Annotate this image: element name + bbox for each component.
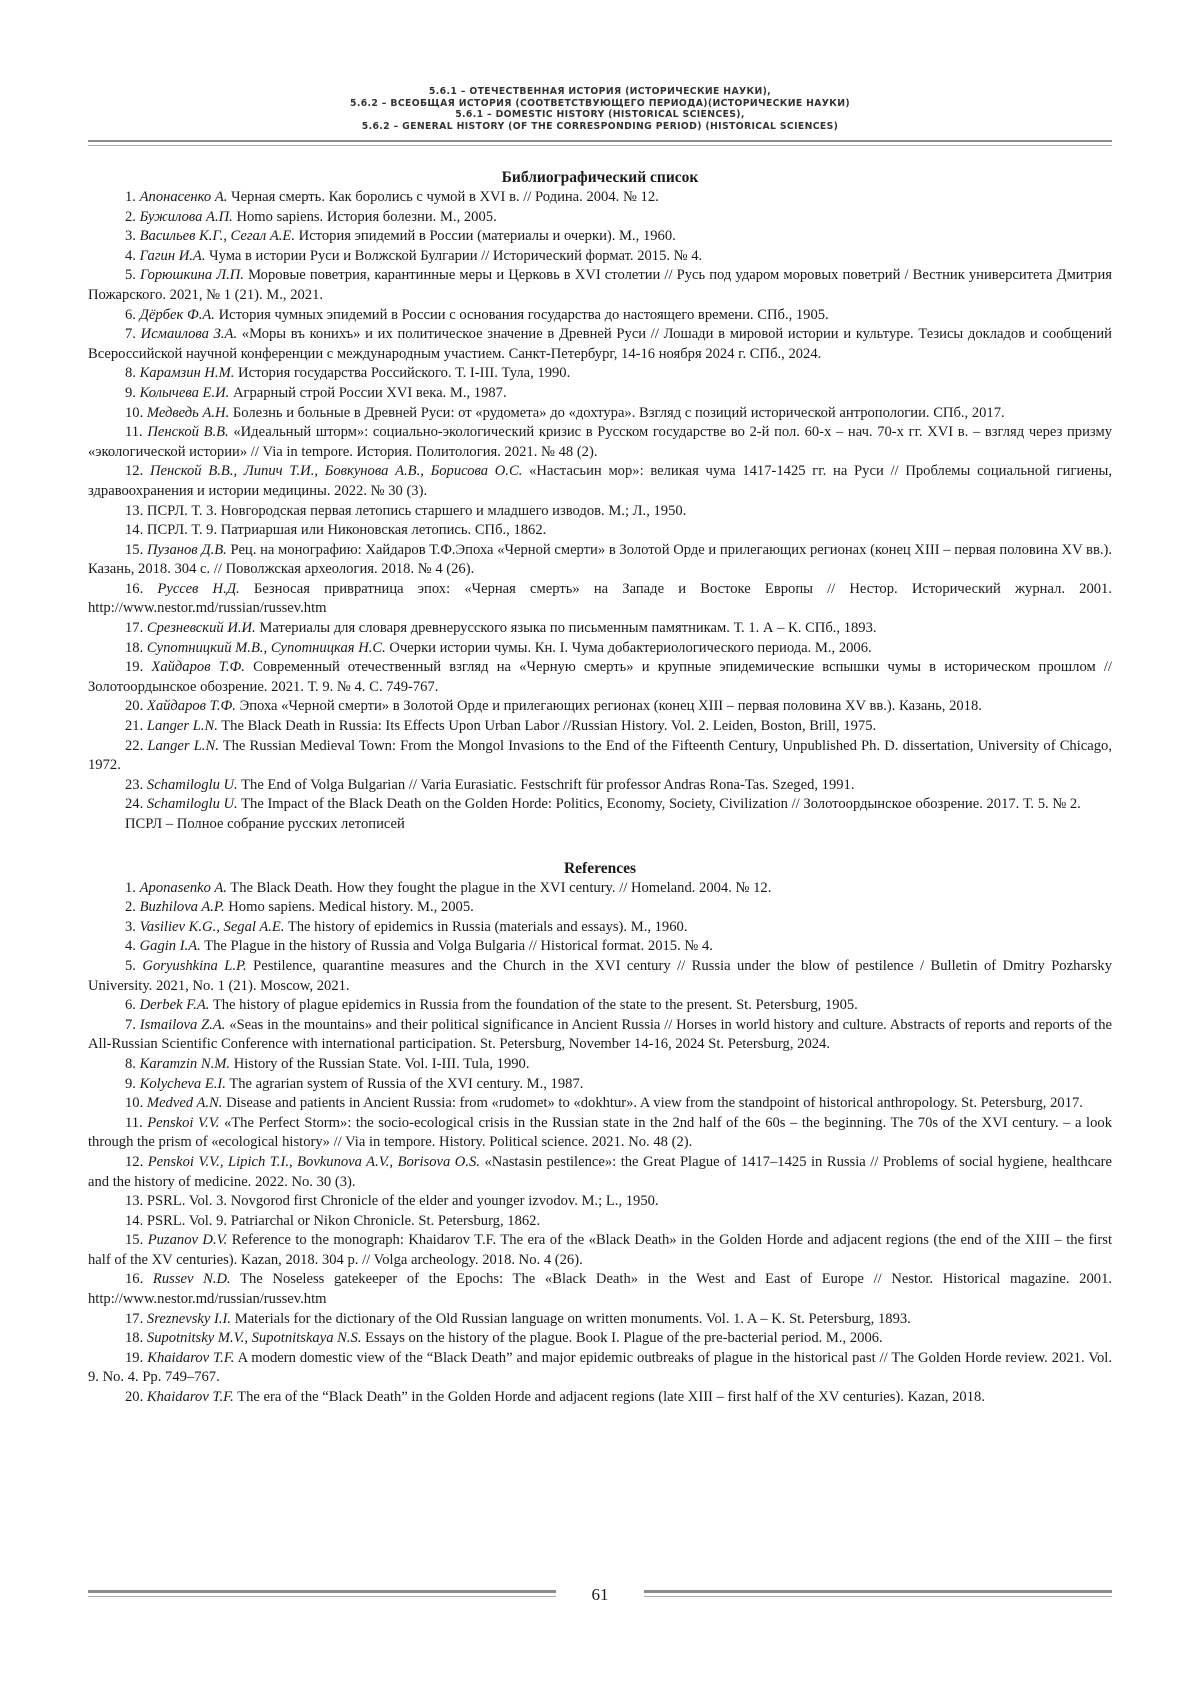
reference-authors: Ismailova Z.A. [139,1016,226,1033]
reference-authors: Руссев Н.Д. [157,580,240,597]
reference-text: Моровые поветрия, карантинные меры и Церковь в XVI столетии // Русь под ударом моровых поветрий / Вестник университета Дмитрия Пожарского. 2021, № 1 (21). М., 2021. [88,267,1112,303]
reference-number: 2. [125,899,136,916]
reference-number: 1. [125,189,136,205]
reference-item [88,1114,1112,1153]
reference-text: Рец. на монографию: Хайдаров Т.Ф.Эпоха «Черной смерти» в Золотой Орде и прилегающих регионах (конец XIII – первая половина XV вв.). Казань, 2018. 304 с. // Поволжская археология. 2018. № 4 (26). [88,541,1112,578]
reference-item [88,776,1112,796]
reference-authors: Supotnitsky M.V., Supotnitskaya N.S. [146,1330,362,1347]
reference-number: 20. [125,698,144,715]
reference-text: «Seas in the mountains» and their political significance in Ancient Russia // Horses in world history and culture. Abstracts of reports and reports of the All-Russian Scientific Conference with international participation. St. Petersburg, November 14-16, 2024 St. Petersburg, 2024. [88,1016,1112,1053]
header-line: 5.6.2 – ВСЕОБЩАЯ ИСТОРИЯ (СООТВЕТСТВУЮЩЕГО ПЕРИОДА)(ИСТОРИЧЕСКИЕ НАУКИ) [350,97,850,109]
reference-number: 1. [125,879,136,896]
reference-item [88,1231,1112,1270]
reference-item [88,1094,1112,1114]
reference-number: 19. [125,1349,144,1366]
reference-text: Очерки истории чумы. Кн. I. Чума добактериологического периода. М., 2006. [389,639,872,656]
reference-item [88,1055,1112,1075]
reference-item [88,1349,1112,1388]
reference-text: The era of the “Black Death” in the Golden Horde and adjacent regions (late XIII – first half of the XV centuries). Kazan, 2018. [237,1389,985,1406]
reference-number: 8. [125,365,136,382]
reference-text: ПСРЛ. Т. 3. Новгородская первая летопись старшего и младшего изводов. М.; Л., 1950. [146,502,687,519]
content [88,168,1112,1408]
reference-text: The Black Death in Russia: Its Effects Upon Urban Labor //Russian History. Vol. 2. Leiden, Boston, Brill, 1975. [221,718,877,735]
reference-number: 4. [125,247,136,264]
reference-item [88,1212,1112,1232]
reference-authors: Goryushkina L.P. [142,957,247,974]
reference-number: 14. [125,522,144,539]
reference-item [88,639,1112,659]
reference-text: The Noseless gatekeeper of the Epochs: The «Black Death» in the West and East of Europe // Nestor. Historical magazine. 2001. http://www.nestor.md/russian/russev.htm [88,1271,1113,1308]
reference-item [88,384,1112,404]
reference-number: 5. [125,957,136,974]
reference-authors: Sreznevsky I.I. [146,1310,232,1327]
reference-number: 15. [125,1232,144,1249]
reference-item [88,306,1112,326]
reference-text: «Моры въ конихъ» и их политическое значение в Древней Руси // Лошади в мировой истории и культуре. Тезисы докладов и сообщений Всероссийской научной конференции с международным участием. Санкт-Петербург, 14-16 ноября 2024 г. СПб., 2024. [88,326,1112,362]
reference-authors: Колычева Е.И. [139,384,230,401]
reference-authors: Schamiloglu U. [146,776,238,793]
reference-item [88,658,1112,697]
reference-text: Черная смерть. Как боролись с чумой в XVI в. // Родина. 2004. № 12. [231,189,659,205]
reference-text: Reference to the monograph: Khaidarov T.F. The era of the «Black Death» in the Golden Horde and adjacent regions (the end of the XIII – the first half of the XV centuries). Kazan, 2018. 304 p. // Volga archeology. 2018. No. 4 (26). [88,1232,1112,1268]
footer [88,1584,1112,1608]
reference-number: 24. [125,796,144,813]
reference-number: 14. [125,1212,144,1229]
reference-authors: Срезневский И.И. [146,620,256,637]
reference-authors: Супотницкий М.В., Супотницкая Н.С. [146,639,386,656]
reference-text: A modern domestic view of the “Black Death” and major epidemic outbreaks of plague in the historical past // The Golden Horde review. 2021. Vol. 9. No. 4. Pp. 749–767. [88,1349,1112,1386]
reference-text: Материалы для словаря древнерусского языка по письменным памятникам. Т. 1. А – К. СПб., 1893. [259,620,877,637]
reference-text: Чума в истории Руси и Волжской Булгарии // Исторический формат. 2015. № 4. [209,247,703,264]
reference-item [88,619,1112,639]
reference-number: 6. [125,306,136,323]
reference-number: 12. [125,1153,144,1170]
reference-number: 16. [125,580,144,597]
reference-text: Materials for the dictionary of the Old Russian language on written monuments. Vol. 1. A – K. St. Petersburg, 1893. [234,1310,911,1327]
reference-item [88,1329,1112,1349]
reference-number: 5. [125,267,136,284]
running-header [0,86,1200,132]
reference-item [88,208,1112,228]
reference-authors: Schamiloglu U. [146,796,238,813]
reference-number: 2. [125,208,136,225]
reference-authors: Хайдаров Т.Ф. [146,698,236,715]
reference-text: История эпидемий в России (материалы и очерки). М., 1960. [298,228,676,245]
reference-item [88,717,1112,737]
reference-authors: Kolycheva E.I. [139,1075,226,1092]
reference-item [88,1270,1112,1309]
reference-authors: Медведь А.Н. [146,404,230,421]
reference-text: Эпоха «Черной смерти» в Золотой Орде и прилегающих регионах (конец XIII – первая половина XV вв.). Казань, 2018. [239,698,982,715]
reference-text: ПСРЛ. Т. 9. Патриаршая или Никоновская летопись. СПб., 1862. [146,522,547,539]
reference-item [88,1153,1112,1192]
header-line: 5.6.1 – DOMESTIC HISTORY (HISTORICAL SCIENCES), [455,109,745,120]
reference-number: 11. [125,1114,143,1131]
reference-authors: Пенской В.В. [147,424,229,441]
reference-item [88,188,1112,208]
reference-number: 12. [125,463,144,480]
reference-item [88,325,1112,364]
reference-authors: Апонасенко А. [139,189,228,205]
reference-number: 18. [125,639,144,656]
reference-text: PSRL. Vol. 9. Patriarchal or Nikon Chronicle. St. Petersburg, 1862. [146,1212,541,1229]
header-rule [88,140,1112,142]
reference-number: 8. [125,1055,136,1072]
reference-authors: Хайдаров Т.Ф. [151,659,245,676]
reference-authors: Vasiliev K.G., Segal A.E. [139,918,285,935]
reference-item [88,247,1112,267]
reference-text: Homo sapiens. История болезни. М., 2005. [236,208,497,225]
reference-number: 22. [125,737,144,754]
reference-text: «Настасьин мор»: великая чума 1417-1425 гг. на Руси // Проблемы социальной гигиены, здравоохранения и истории медицины. 2022. № 30 (3). [88,463,1112,499]
reference-item [88,996,1112,1016]
reference-number: 3. [125,918,136,935]
reference-authors: Medved A.N. [146,1095,223,1112]
reference-authors: Derbek F.A. [139,997,210,1014]
reference-number: 16. [125,1271,144,1288]
reference-item [88,541,1112,580]
reference-number: 7. [125,326,136,343]
reference-item [88,423,1112,462]
reference-authors: Penskoi V.V. [147,1114,220,1131]
page-number: 61 [591,1585,609,1604]
reference-number: 9. [125,1075,136,1092]
reference-text: The Impact of the Black Death on the Golden Horde: Politics, Economy, Society, Civilization // Золотоордынское обозрение. 2017. Т. 5. № 2. [241,796,1081,813]
reference-item [88,918,1112,938]
reference-text: Аграрный строй России XVI века. М., 1987. [232,384,507,401]
reference-text: History of the Russian State. Vol. I-III. Tula, 1990. [233,1055,530,1072]
reference-text: The history of epidemics in Russia (materials and essays). M., 1960. [287,918,688,935]
reference-authors: Бужилова А.П. [139,208,233,225]
reference-item [88,697,1112,717]
reference-authors: Gagin I.A. [139,938,201,955]
reference-number: 3. [125,228,136,245]
reference-authors: Дёрбек Ф.А. [139,306,215,323]
reference-authors: Гагин И.А. [139,247,206,264]
reference-item [88,502,1112,522]
reference-item [88,937,1112,957]
reference-authors: Горюшкина Л.П. [140,267,244,284]
reference-authors: Khaidarov T.F. [146,1389,234,1406]
reference-item [88,1192,1112,1212]
reference-authors: Langer L.N. [147,737,219,754]
abbreviation-note: ПСРЛ – Полное собрание русских летописей [125,816,405,832]
reference-item [88,879,1112,899]
reference-text: The Plague in the history of Russia and Volga Bulgaria // Historical format. 2015. № 4. [204,938,713,955]
footer-rule-right [644,1590,1112,1600]
reference-text: PSRL. Vol. 3. Novgorod first Chronicle of the elder and younger izvodov. M.; L., 1950. [146,1193,659,1210]
reference-authors: Васильев К.Г., Сегал А.Е. [139,228,295,245]
header-line: 5.6.1 – ОТЕЧЕСТВЕННАЯ ИСТОРИЯ (ИСТОРИЧЕСКИЕ НАУКИ), [428,86,772,97]
reference-text: Современный отечественный взгляд на «Черную смерть» и крупные эпидемические вспышки чумы в историческом прошлом // Золотоордынское обозрение. 2021. Т. 9. № 4. С. 749-767. [88,659,1112,695]
reference-number: 11. [125,424,143,441]
reference-number: 13. [125,1193,144,1210]
reference-authors: Karamzin N.M. [139,1055,231,1072]
reference-text: Essays on the history of the plague. Book I. Plague of the pre-bacterial period. M., 2006. [365,1330,883,1347]
reference-text: Disease and patients in Ancient Russia: from «rudomet» to «dokhtur». A view from the standpoint of historical anthropology. St. Petersburg, 2017. [226,1095,1083,1112]
reference-number: 4. [125,938,136,955]
reference-text: «Идеальный шторм»: социально-экологический кризис в Русском государстве во 2-й пол. 60-х – нач. 70-х гг. XVI в. – взгляд через призму «экологической истории» // Via in tempore. История. Политология. 2021. № 48 (2). [88,424,1112,460]
reference-item [88,1075,1112,1095]
references-list [88,879,1112,1408]
reference-text: История чумных эпидемий в России с основания государства до настоящего времени. СПб., 1905. [218,306,829,323]
reference-number: 6. [125,997,136,1014]
reference-authors: Карамзин Н.М. [139,365,235,382]
reference-number: 13. [125,502,144,519]
reference-item [88,1388,1112,1408]
header-rule-thin [88,145,1112,146]
reference-item [88,266,1112,305]
reference-text: Болезнь и больные в Древней Руси: от «рудомета» до «дохтура». Взгляд с позиций исторической антропологии. СПб., 2017. [232,404,1005,421]
reference-text: The agrarian system of Russia of the XVI century. M., 1987. [229,1075,584,1092]
reference-item [88,795,1112,815]
reference-number: 19. [125,659,144,676]
reference-authors: Penskoi V.V., Lipich T.I., Bovkunova A.V., Borisova O.S. [147,1153,480,1170]
reference-number: 17. [125,1310,144,1327]
reference-text: История государства Российского. Т. I-III. Тула, 1990. [238,365,571,382]
reference-text: The history of plague epidemics in Russia from the foundation of the state to the present. St. Petersburg, 1905. [212,997,858,1014]
reference-item [88,1310,1112,1330]
reference-item [88,227,1112,247]
reference-number: 23. [125,776,144,793]
reference-item [88,580,1112,619]
reference-text: «Nastasin pestilence»: the Great Plague of 1417–1425 in Russia // Problems of social hygiene, healthcare and the history of medicine. 2022. No. 30 (3). [88,1153,1113,1190]
reference-item [88,1016,1112,1055]
reference-number: 17. [125,620,144,637]
reference-number: 9. [125,384,136,401]
reference-text: The Black Death. How they fought the plague in the XVI century. // Homeland. 2004. № 12. [230,879,772,896]
reference-item [88,462,1112,501]
reference-authors: Пузанов Д.В. [146,541,227,558]
reference-authors: Langer L.N. [146,718,218,735]
reference-number: 10. [125,1095,144,1112]
reference-item [88,898,1112,918]
reference-authors: Puzanov D.V. [147,1232,228,1249]
reference-text: «The Perfect Storm»: the socio-ecological crisis in the Russian state in the 2nd half of the 60s – the beginning. The 70s of the XVI century. – a look through the prism of «ecological history» // Via in tempore. History. Political science. 2021. No. 48 (2). [88,1114,1112,1151]
reference-number: 18. [125,1330,144,1347]
reference-item [88,521,1112,541]
reference-text: The End of Volga Bulgarian // Varia Eurasiatic. Festschrift für professor Andras Rona-Tas. Szeged, 1991. [241,776,855,793]
section-spacer [88,835,1112,859]
reference-number: 10. [125,404,144,421]
bibliography-title: Библиографический список [501,169,699,186]
reference-number: 7. [125,1016,136,1033]
reference-item [88,404,1112,424]
reference-item [88,737,1112,776]
reference-authors: Пенской В.В., Липич Т.И., Бовкунова А.В., Борисова О.С. [150,463,523,480]
reference-text: Pestilence, quarantine measures and the Church in the XVI century // Russia under the blow of pestilence / Bulletin of Dmitry Pozharsky University. 2021, No. 1 (21). Moscow, 2021. [88,957,1112,994]
references-title: References [563,859,636,877]
reference-item [88,364,1112,384]
reference-number: 20. [125,1389,144,1406]
header-line: 5.6.2 – GENERAL HISTORY (OF THE CORRESPONDING PERIOD) (HISTORICAL SCIENCES) [361,120,839,132]
reference-text: Homo sapiens. Medical history. M., 2005. [228,899,474,916]
bibliography-list [88,188,1112,815]
reference-authors: Khaidarov T.F. [147,1349,235,1366]
reference-authors: Aponasenko A. [139,879,227,896]
reference-authors: Buzhilova A.P. [139,899,225,916]
reference-number: 15. [125,541,144,558]
reference-text: The Russian Medieval Town: From the Mongol Invasions to the End of the Fifteenth Century, Unpublished Ph. D. dissertation, University of Chicago, 1972. [88,737,1112,774]
reference-number: 21. [125,718,144,735]
reference-authors: Russev N.D. [152,1271,231,1288]
reference-item [88,957,1112,996]
reference-authors: Исмаилова З.А. [140,326,238,343]
reference-text: Безносая привратница эпох: «Черная смерть» на Западе и Востоке Европы // Нестор. Исторический журнал. 2001. http://www.nestor.md/russian/russev.htm [88,580,1112,617]
